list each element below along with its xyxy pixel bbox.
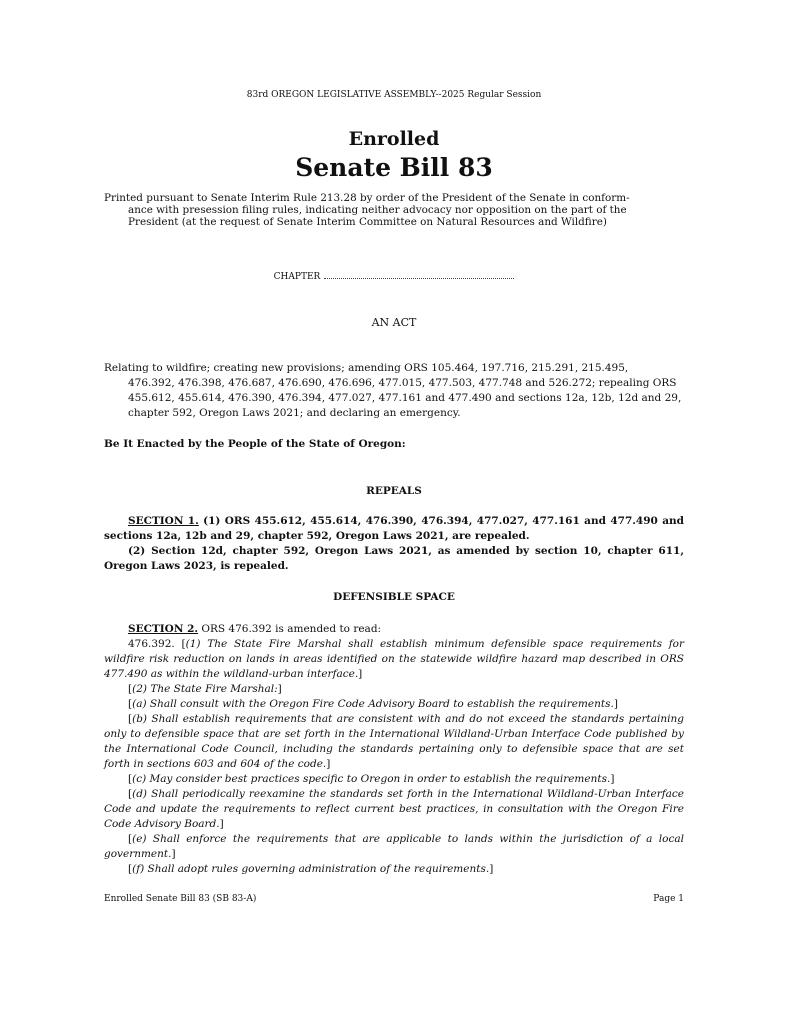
section-2-para-6 bbox=[104, 787, 684, 832]
section-1-sub-1-text: (1) ORS 455.612, 455.614, 476.390, 476.394, 477.027, 477.161 and 477.490 and sections 12a, 12b and 29, chapter 592, Oregon Laws 2021, are repealed. bbox=[104, 515, 684, 542]
open-bracket: [ bbox=[128, 863, 133, 875]
section-2-intro-text: ORS 476.392 is amended to read: bbox=[198, 623, 382, 635]
section-1-sub-2: (2) Section 12d, chapter 592, Oregon Laws 2021, as amended by section 10, chapter 611, Oregon Laws 2023, is repealed. bbox=[104, 545, 684, 572]
session-header: 83rd OREGON LEGISLATIVE ASSEMBLY--2025 Regular Session bbox=[246, 90, 542, 100]
defensible-space-heading: DEFENSIBLE SPACE bbox=[333, 591, 455, 603]
section-2-para-2 bbox=[104, 682, 684, 697]
close-bracket: ] bbox=[358, 668, 363, 680]
close-bracket: ] bbox=[326, 758, 331, 770]
section-2-para-1 bbox=[104, 637, 684, 682]
printed-line-3: President (at the request of Senate Interim Committee on Natural Resources and Wildfire) bbox=[128, 216, 607, 228]
close-bracket: ] bbox=[610, 773, 615, 785]
para-5-text: (c) May consider best practices specific to Oregon in order to establish the requirements. bbox=[132, 773, 611, 785]
open-bracket: [ bbox=[128, 683, 133, 695]
section-2 bbox=[104, 622, 684, 877]
close-bracket: ] bbox=[219, 818, 224, 830]
open-bracket: [ bbox=[128, 698, 133, 710]
section-2-intro bbox=[104, 622, 684, 637]
section-2-para-7 bbox=[104, 832, 684, 862]
para-4-text: (b) Shall establish requirements that are consistent with and do not exceed the standards pertaining only to defensible space that are set forth in the International Wildland-Urban Interface Code published by the International Code Council, including the standards pertaining only to defensible space that are set forth in sections 603 and 604 of the code. bbox=[104, 713, 684, 770]
repeals-heading: REPEALS bbox=[366, 485, 422, 497]
close-bracket: ] bbox=[489, 863, 494, 875]
act-label: AN ACT bbox=[371, 316, 417, 329]
printed-line-1: Printed pursuant to Senate Interim Rule 213.28 by order of the President of the Senate in conform- bbox=[104, 192, 630, 204]
close-bracket: ] bbox=[613, 698, 618, 710]
relating-clause bbox=[104, 361, 684, 421]
section-1-label: SECTION 1. bbox=[128, 515, 199, 527]
para-2-text: (2) The State Fire Marshal: bbox=[132, 683, 278, 695]
chapter-line bbox=[104, 271, 684, 282]
open-bracket: [ bbox=[128, 833, 133, 845]
chapter-label: CHAPTER bbox=[273, 272, 321, 282]
section-2-para-3 bbox=[104, 697, 684, 712]
footer-page-number: Page 1 bbox=[653, 894, 684, 904]
close-bracket: ] bbox=[277, 683, 282, 695]
section-1 bbox=[104, 514, 684, 574]
printed-pursuant-note bbox=[104, 192, 684, 228]
close-bracket: ] bbox=[171, 848, 176, 860]
section-2-para-8 bbox=[104, 862, 684, 877]
bill-title: Senate Bill 83 bbox=[295, 153, 493, 182]
printed-line-2: ance with presession filing rules, indicating neither advocacy nor opposition on the part of the bbox=[128, 204, 627, 216]
section-2-para-4 bbox=[104, 712, 684, 772]
section-2-para-5 bbox=[104, 772, 684, 787]
relating-line-1: Relating to wildfire; creating new provisions; amending ORS 105.464, 197.716, 215.291, 215.495, bbox=[104, 362, 629, 374]
para-6-text: (d) Shall periodically reexamine the standards set forth in the International Wildland-Urban Interface Code and update the requirements to reflect current best practices, in consultation with the Oregon Fire Code Advisory Board. bbox=[104, 788, 684, 830]
enrolled-label: Enrolled bbox=[348, 128, 440, 150]
enacting-clause: Be It Enacted by the People of the State of Oregon: bbox=[104, 438, 406, 450]
relating-line-2: 476.392, 476.398, 476.687, 476.690, 476.696, 477.015, 477.503, 477.748 and 526.272; repealing ORS bbox=[128, 377, 677, 389]
para-3-text: (a) Shall consult with the Oregon Fire Code Advisory Board to establish the requirements. bbox=[132, 698, 614, 710]
footer-bill-ref: Enrolled Senate Bill 83 (SB 83-A) bbox=[104, 894, 257, 904]
para-8-text: (f) Shall adopt rules governing administration of the requirements. bbox=[132, 863, 490, 875]
section-2-label: SECTION 2. bbox=[128, 623, 199, 635]
section-1-sub-1 bbox=[104, 514, 684, 544]
open-bracket: [ bbox=[128, 713, 133, 725]
open-bracket: [ bbox=[128, 788, 133, 800]
para-7-text: (e) Shall enforce the requirements that are applicable to lands within the jurisdiction of a local government. bbox=[104, 833, 684, 860]
para-1-text: (1) The State Fire Marshal shall establish minimum defensible space requirements for wildfire risk reduction on lands in areas identified on the statewide wildfire hazard map described in ORS 477.490 as within the wildland-urban interface. bbox=[104, 638, 684, 680]
relating-line-3: 455.612, 455.614, 476.390, 476.394, 477.027, 477.161 and 477.490 and sections 12a, 12b, 12d and 29, bbox=[128, 392, 682, 404]
open-bracket: [ bbox=[128, 773, 133, 785]
relating-line-4: chapter 592, Oregon Laws 2021; and declaring an emergency. bbox=[128, 407, 461, 419]
chapter-blank bbox=[324, 271, 514, 279]
ors-number: 476.392. [ bbox=[128, 638, 186, 650]
